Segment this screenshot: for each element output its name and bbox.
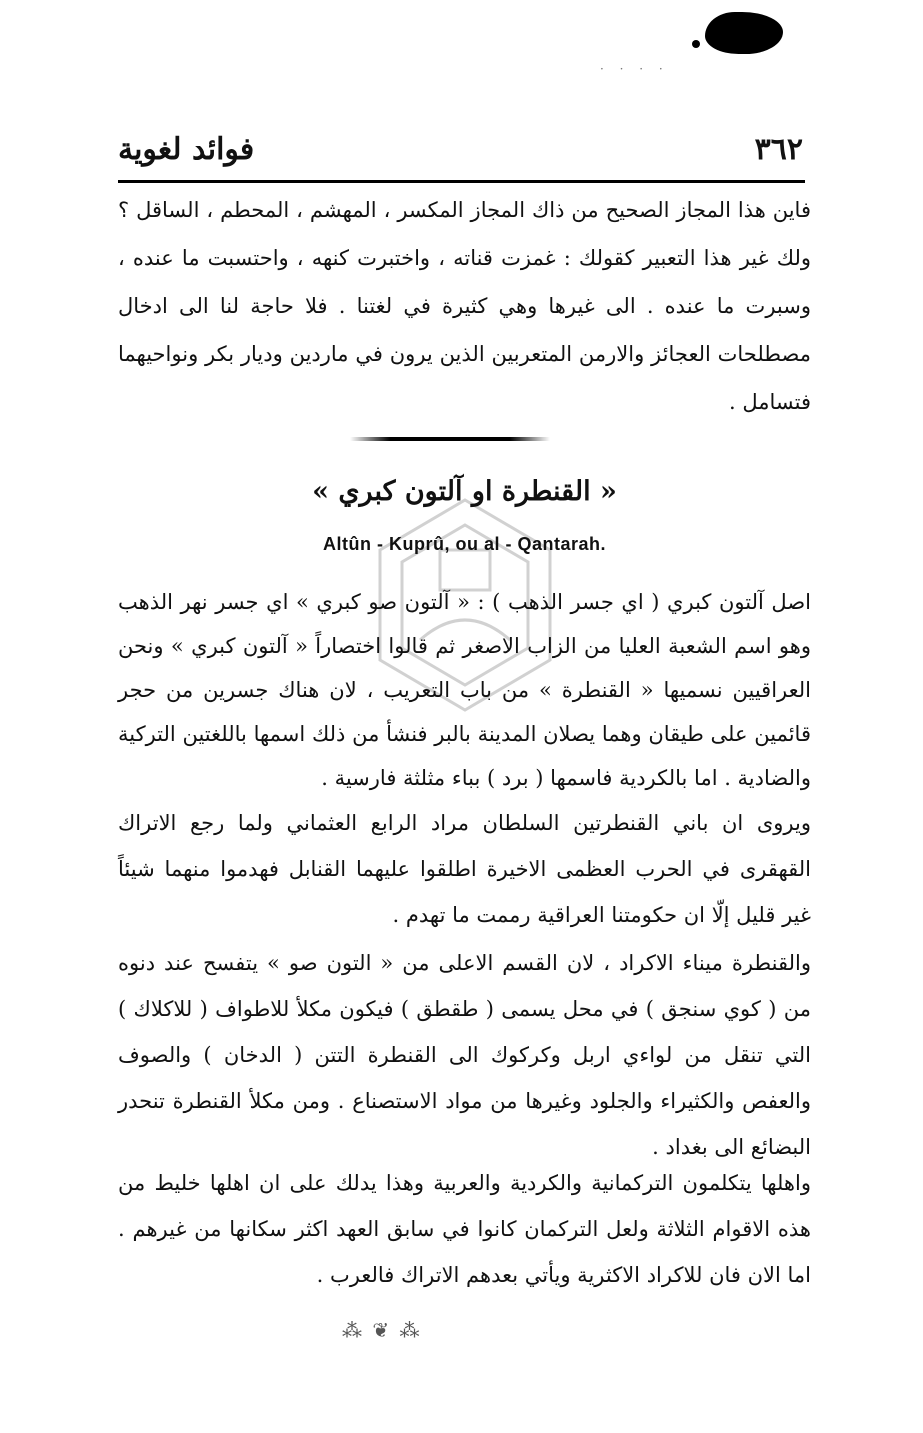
paragraph-port: والقنطرة ميناء الاكراد ، لان القسم الاعلى من « التون صو » يتفسح عند دنوه من ( كوي سنجق ) في محل يسمى ( طقطق ) فيكون مكلأ للاطواف ( للاكلاك ) التي تنقل من لواءي اربل وكركوك الى القنطرة التتن ( الدخان ) والصوف والعفص والكثيراء والجلود وغيرها من مواد الاستصناع . ومن مكلأ القنطرة تنحدر البضائع الى بغداد . [118,951,811,1159]
page-number: ٣٦٢ [754,131,803,167]
header-rule [118,180,805,183]
paragraph-origin: اصل آلتون كبري ( اي جسر الذهب ) : « آلتون صو كبري » اي جسر نهر الذهب وهو اسم الشعبة العليا من الزاب الاصغر ثم قالوا اختصاراً « آلتون كبري » ونحن العراقيين نسميها « القنطرة » من باب التعريب ، لان هناك جسرين من حجر قائمين على طيقان وهما يصلان المدينة بالبر فنشأ من ذلك اسمها باللغتين التركية والضادية . اما بالكردية فاسمها ( برد ) بباء مثلثة فارسية . [118,590,811,790]
section-title: « القنطرة او آلتون كبري » [312,476,617,507]
paragraph-inhabitants: واهلها يتكلمون التركمانية والكردية والعربية وهذا يدلك على ان اهلها خليط من هذه الاقوام الثلاثة ولعل التركمان كانوا في سابق العهد اكثر سكانها من غيرهم . اما الان فان للاكراد الاكثرية ويأتي بعدهم الاتراك فالعرب . [118,1171,811,1287]
paper-specks-icon: · · · · [600,62,669,76]
ink-blot-icon [705,12,783,54]
section-subtitle-latin: Altûn - Kuprû, ou al - Qantarah. [323,534,606,554]
section-separator [350,437,550,441]
ornament-icon: ⁂ ❦ ⁂ [342,1318,422,1342]
running-title: فوائد لغوية [118,131,255,167]
running-header [118,126,803,172]
paragraph-history: ويروى ان باني القنطرتين السلطان مراد الرابع العثماني ولما رجع الاتراك القهقرى في الحرب العظمى الاخيرة اطلقوا عليهما القنابل فهدموا منهما شيئاً غير قليل إلّا ان حكومتنا العراقية رممت ما تهدم . [118,811,811,927]
paragraph-intro: فاين هذا المجاز الصحيح من ذاك المجاز المكسر ، المهشم ، المحطم ، الساقل ؟ ولك غير هذا التعبير كقولك : غمزت قناته ، واختبرت كنهه ، واحتسبت ما عنده ، وسبرت ما عنده . الى غيرها وهي كثيرة في لغتنا . فلا حاجة لنا الى ادخال مصطلحات العجائز والارمن المتعربين الذين يرون في ماردين وديار بكر ونواحيهما فتسامل . [118,198,811,414]
ink-dot-icon [692,40,700,48]
